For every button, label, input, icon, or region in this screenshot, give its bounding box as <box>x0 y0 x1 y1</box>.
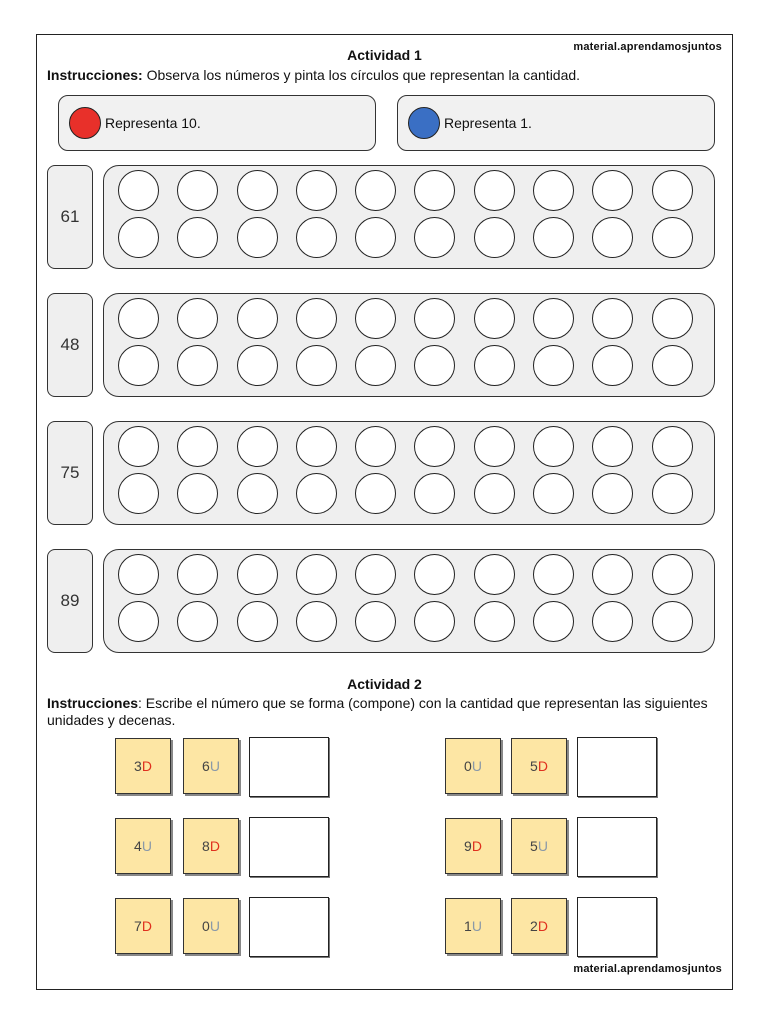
activity1-title: Actividad 1 <box>347 47 422 63</box>
tens-tile <box>511 738 567 794</box>
activity2-instructions <box>47 695 724 729</box>
paint-circle[interactable] <box>177 473 218 514</box>
paint-circle[interactable] <box>474 601 515 642</box>
paint-circle[interactable] <box>474 345 515 386</box>
blue-circle-icon <box>408 107 440 139</box>
paint-circle[interactable] <box>652 473 693 514</box>
paint-circle[interactable] <box>118 298 159 339</box>
paint-circle[interactable] <box>652 345 693 386</box>
paint-circle[interactable] <box>533 217 574 258</box>
paint-circle[interactable] <box>296 426 337 467</box>
circle-row-box <box>103 421 715 525</box>
tile-number: 1 <box>464 918 472 934</box>
paint-circle[interactable] <box>355 298 396 339</box>
circle-grid <box>118 426 693 514</box>
tile-number: 5 <box>530 838 538 854</box>
paint-circle[interactable] <box>355 170 396 211</box>
paint-circle[interactable] <box>414 170 455 211</box>
tile-number: 6 <box>202 758 210 774</box>
units-tile <box>115 818 171 874</box>
paint-circle[interactable] <box>533 601 574 642</box>
tile-number: 7 <box>134 918 142 934</box>
paint-circle[interactable] <box>296 170 337 211</box>
tens-tile <box>115 738 171 794</box>
paint-circle[interactable] <box>533 170 574 211</box>
paint-circle[interactable] <box>533 345 574 386</box>
paint-circle[interactable] <box>414 217 455 258</box>
paint-circle[interactable] <box>355 426 396 467</box>
legend-ten-label: Representa 10. <box>105 115 201 131</box>
tile-unit-letter: U <box>471 918 482 934</box>
units-tile <box>183 738 239 794</box>
units-tile <box>511 818 567 874</box>
paint-circle[interactable] <box>296 601 337 642</box>
paint-circle[interactable] <box>474 298 515 339</box>
paint-circle[interactable] <box>474 426 515 467</box>
paint-circle[interactable] <box>414 473 455 514</box>
paint-circle[interactable] <box>533 426 574 467</box>
paint-circle[interactable] <box>355 217 396 258</box>
answer-box[interactable] <box>249 817 329 877</box>
tile-unit-letter: U <box>537 838 548 854</box>
paint-circle[interactable] <box>355 554 396 595</box>
tile-number: 3 <box>134 758 142 774</box>
paint-circle[interactable] <box>237 217 278 258</box>
paint-circle[interactable] <box>118 426 159 467</box>
paint-circle[interactable] <box>474 170 515 211</box>
paint-circle[interactable] <box>414 601 455 642</box>
paint-circle[interactable] <box>177 554 218 595</box>
tens-tile <box>183 818 239 874</box>
target-number-box: 48 <box>47 293 93 397</box>
paint-circle[interactable] <box>237 601 278 642</box>
activity1-instructions-text: Observa los números y pinta los círculos que representan la cantidad. <box>142 67 581 83</box>
paint-circle[interactable] <box>355 601 396 642</box>
paint-circle[interactable] <box>592 554 633 595</box>
answer-box[interactable] <box>577 897 657 957</box>
paint-circle[interactable] <box>177 298 218 339</box>
legend-one <box>397 95 715 151</box>
tile-unit-letter: D <box>141 758 152 774</box>
paint-circle[interactable] <box>177 426 218 467</box>
paint-circle[interactable] <box>652 298 693 339</box>
answer-box[interactable] <box>577 737 657 797</box>
worksheet-page <box>36 34 733 990</box>
units-tile <box>445 738 501 794</box>
answer-box[interactable] <box>577 817 657 877</box>
paint-circle[interactable] <box>592 217 633 258</box>
paint-circle[interactable] <box>296 298 337 339</box>
tile-unit-letter: U <box>209 918 220 934</box>
circle-row-box <box>103 549 715 653</box>
paint-circle[interactable] <box>237 298 278 339</box>
answer-box[interactable] <box>249 897 329 957</box>
paint-circle[interactable] <box>592 426 633 467</box>
paint-circle[interactable] <box>592 170 633 211</box>
legend-ten <box>58 95 376 151</box>
tile-number: 0 <box>202 918 210 934</box>
paint-circle[interactable] <box>237 170 278 211</box>
answer-box[interactable] <box>249 737 329 797</box>
paint-circle[interactable] <box>118 554 159 595</box>
tile-number: 8 <box>202 838 210 854</box>
tile-unit-letter: D <box>537 918 548 934</box>
tile-number: 2 <box>530 918 538 934</box>
legend-one-label: Representa 1. <box>444 115 532 131</box>
paint-circle[interactable] <box>296 554 337 595</box>
red-circle-icon <box>69 107 101 139</box>
circle-grid <box>118 298 693 386</box>
activity2-instructions-label: Instrucciones <box>47 695 139 711</box>
tile-number: 9 <box>464 838 472 854</box>
tile-number: 0 <box>464 758 472 774</box>
circle-row-box <box>103 293 715 397</box>
paint-circle[interactable] <box>237 473 278 514</box>
paint-circle[interactable] <box>533 473 574 514</box>
circle-row-box <box>103 165 715 269</box>
activity1-instructions-label: Instrucciones: <box>47 67 143 83</box>
paint-circle[interactable] <box>592 473 633 514</box>
paint-circle[interactable] <box>474 217 515 258</box>
paint-circle[interactable] <box>652 170 693 211</box>
circle-grid <box>118 554 693 642</box>
tens-tile <box>445 818 501 874</box>
paint-circle[interactable] <box>177 601 218 642</box>
tile-unit-letter: D <box>537 758 548 774</box>
paint-circle[interactable] <box>296 345 337 386</box>
paint-circle[interactable] <box>118 170 159 211</box>
paint-circle[interactable] <box>237 345 278 386</box>
tile-unit-letter: U <box>209 758 220 774</box>
paint-circle[interactable] <box>592 298 633 339</box>
tile-unit-letter: D <box>471 838 482 854</box>
target-number-box: 89 <box>47 549 93 653</box>
paint-circle[interactable] <box>533 298 574 339</box>
paint-circle[interactable] <box>296 217 337 258</box>
paint-circle[interactable] <box>177 345 218 386</box>
units-tile <box>183 898 239 954</box>
paint-circle[interactable] <box>355 473 396 514</box>
paint-circle[interactable] <box>414 298 455 339</box>
paint-circle[interactable] <box>177 217 218 258</box>
paint-circle[interactable] <box>652 601 693 642</box>
paint-circle[interactable] <box>296 473 337 514</box>
target-number-box: 75 <box>47 421 93 525</box>
paint-circle[interactable] <box>652 426 693 467</box>
tens-tile <box>511 898 567 954</box>
paint-circle[interactable] <box>177 170 218 211</box>
paint-circle[interactable] <box>533 554 574 595</box>
paint-circle[interactable] <box>118 217 159 258</box>
paint-circle[interactable] <box>118 345 159 386</box>
brand-top: material.aprendamosjuntos <box>573 41 722 53</box>
paint-circle[interactable] <box>355 345 396 386</box>
paint-circle[interactable] <box>237 554 278 595</box>
paint-circle[interactable] <box>592 345 633 386</box>
paint-circle[interactable] <box>652 217 693 258</box>
paint-circle[interactable] <box>474 554 515 595</box>
activity2-instructions-text: : Escribe el número que se forma (compone) con la cantidad que representan las siguientes unidades y decenas. <box>47 695 708 728</box>
paint-circle[interactable] <box>414 426 455 467</box>
tile-unit-letter: U <box>471 758 482 774</box>
paint-circle[interactable] <box>414 345 455 386</box>
tens-tile <box>115 898 171 954</box>
tile-unit-letter: D <box>209 838 220 854</box>
target-number-box: 61 <box>47 165 93 269</box>
tile-unit-letter: U <box>141 838 152 854</box>
paint-circle[interactable] <box>118 473 159 514</box>
tile-number: 5 <box>530 758 538 774</box>
paint-circle[interactable] <box>592 601 633 642</box>
paint-circle[interactable] <box>474 473 515 514</box>
circle-grid <box>118 170 693 258</box>
activity1-instructions <box>47 67 724 84</box>
brand-bottom: material.aprendamosjuntos <box>573 963 722 975</box>
tile-unit-letter: D <box>141 918 152 934</box>
paint-circle[interactable] <box>414 554 455 595</box>
paint-circle[interactable] <box>237 426 278 467</box>
paint-circle[interactable] <box>652 554 693 595</box>
activity2-title: Actividad 2 <box>347 676 422 692</box>
paint-circle[interactable] <box>118 601 159 642</box>
tile-number: 4 <box>134 838 142 854</box>
units-tile <box>445 898 501 954</box>
